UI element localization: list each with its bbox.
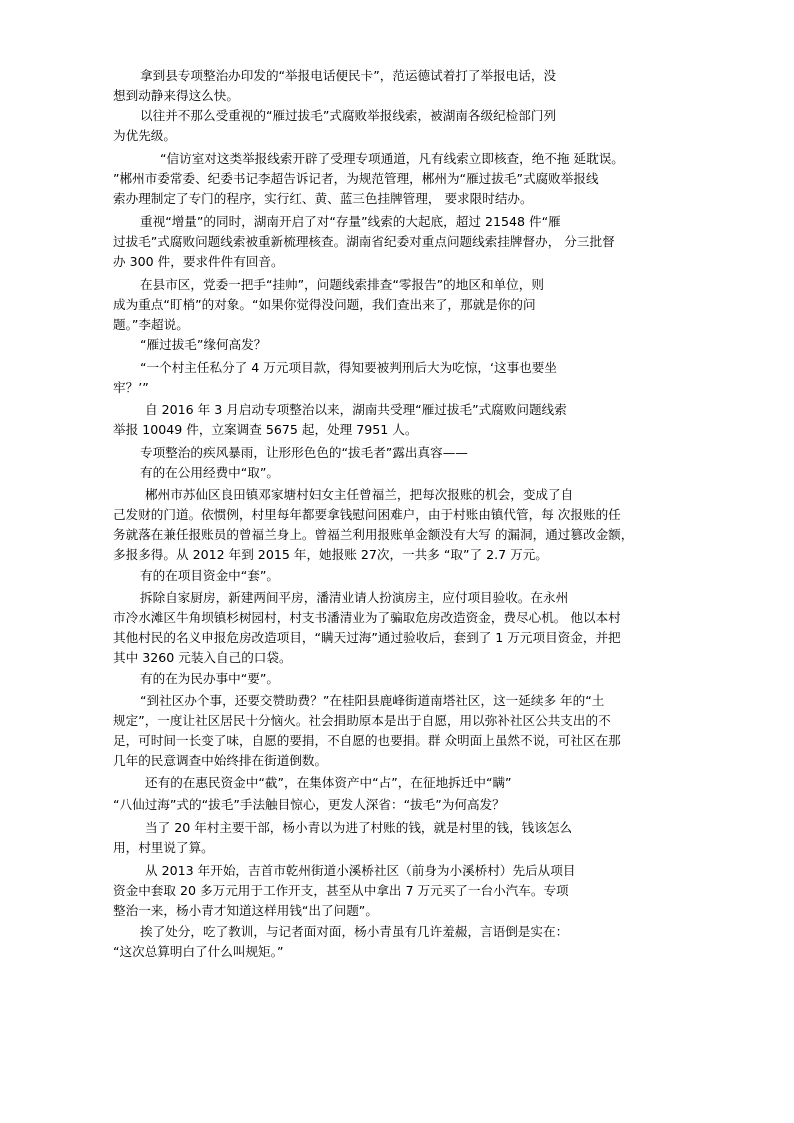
text-line: 成为重点“盯梢”的对象。“如果你觉得没问题，我们查出来了，那就是你的问 xyxy=(113,297,536,312)
text-line: 多报多得。从 2012 年到 2015 年，她报账 27次，一共多 “取”了 2.7 万元。 xyxy=(113,547,548,562)
text-line: 足，可时间一长变了味，自愿的要捐，不自愿的也要捐。群 众明面上虽然不说，可社区在那 xyxy=(113,733,621,748)
text-line: 市冷水滩区牛角坝镇杉树园村，村支书潘清业为了骗取危房改造资金，费尽心机。 他以本村 xyxy=(113,610,621,625)
text-line: 过拔毛”式腐败问题线索被重新梳理核查。湖南省纪委对重点问题线索挂牌督办， 分三批督 xyxy=(113,234,615,249)
text-line: “这次总算明白了什么叫规矩。” xyxy=(113,944,284,959)
text-line: 其中 3260 元装入自己的口袋。 xyxy=(113,650,292,665)
text-line: 规定”，一度让社区居民十分恼火。社会捐助原本是出于自愿，用以弥补社区公共支出的不 xyxy=(113,713,611,728)
text-line: 用，村里说了算。 xyxy=(113,840,214,855)
text-line: 题。”李超说。 xyxy=(113,317,189,332)
text-line: 自 2016 年 3 月启动专项整治以来，湖南共受理“雁过拔毛”式腐败问题线索 xyxy=(145,402,567,417)
text-line: 当了 20 年村主要干部，杨小青以为进了村账的钱，就是村里的钱，钱该怎么 xyxy=(145,820,573,835)
text-line: 拿到县专项整治办印发的“举报电话便民卡”，范运德试着打了举报电话，没 xyxy=(140,68,557,83)
text-line: 想到动静来得这么快。 xyxy=(113,88,239,103)
text-line: 有的在项目资金中“套”。 xyxy=(140,568,279,583)
text-line: 索办理制定了专门的程序，实行红、黄、蓝三色挂牌管理， 要求限时结办。 xyxy=(113,191,533,206)
text-line: 整治一来，杨小青才知道这样用钱“出了问题”。 xyxy=(113,903,378,918)
text-line: 务就落在兼任报账员的曾福兰身上。曾福兰利用报账单金额没有大写 的漏洞，通过篡改金额， xyxy=(113,527,634,542)
text-line: 专项整治的疾风暴雨，让形形色色的“拔毛者”露出真容—— xyxy=(140,445,468,460)
text-line: 举报 10049 件，立案调查 5675 起，处理 7951 人。 xyxy=(113,422,418,437)
section-heading: “雁过拔毛”缘何高发？ xyxy=(140,337,267,352)
text-line: 还有的在惠民资金中“截”，在集体资产中“占”，在征地拆迁中“瞒” xyxy=(145,775,512,790)
text-line: 其他村民的名义申报危房改造项目，“瞒天过海”通过验收后，套到了 1 万元项目资金，并把 xyxy=(113,630,621,645)
text-line: 有的在为民办事中“要”。 xyxy=(140,671,279,686)
text-line: 在县市区，党委一把手“挂帅”，问题线索排查“零报告”的地区和单位，则 xyxy=(140,277,544,292)
text-line: “八仙过海”式的“拔毛”手法触目惊心，更发人深省：“拔毛”为何高发？ xyxy=(113,797,505,812)
text-line: “信访室对这类举报线索开辟了受理专项通道，凡有线索立即核查，绝不拖 延耽误。 xyxy=(160,151,624,166)
text-line: 己发财的门道。依惯例，村里每年都要拿钱慰问困难户，由于村账由镇代管，每 次报账的任 xyxy=(113,507,621,522)
text-line: 郴州市苏仙区良田镇邓家塘村妇女主任曾福兰，把每次报账的机会，变成了自 xyxy=(145,487,574,502)
text-line: 从 2013 年开始，吉首市乾州街道小溪桥社区（前身为小溪桥村）先后从项目 xyxy=(145,863,576,878)
text-line: 以往并不那么受重视的“雁过拔毛”式腐败举报线索，被湖南各级纪检部门列 xyxy=(140,108,557,123)
text-line: 重视“增量”的同时，湖南开启了对“存量”线索的大起底，超过 21548 件“雁 xyxy=(140,214,561,229)
text-line: 资金中套取 20 多万元用于工作开支，甚至从中拿出 7 万元买了一台小汽车。专项 xyxy=(113,883,569,898)
text-line: 牢？’” xyxy=(113,380,149,395)
text-line: 办 300 件，要求件件有回音。 xyxy=(113,254,284,269)
text-line: 拆除自家厨房，新建两间平房，潘清业请人扮演房主，应付项目验收。在永州 xyxy=(140,590,569,605)
text-line: ”郴州市委常委、纪委书记李超告诉记者，为规范管理，郴州为“雁过拔毛”式腐败举报线 xyxy=(113,171,599,186)
text-line: 有的在公用经费中“取”。 xyxy=(140,465,279,480)
text-line: 挨了处分，吃了教训，与记者面对面，杨小青虽有几许羞赧，言语倒是实在： xyxy=(140,924,569,939)
text-line: 几年的民意调查中始终排在街道倒数。 xyxy=(113,753,328,768)
text-line: “到社区办个事，还要交赞助费？”在桂阳县鹿峰街道南塔社区，这一延续多 年的“土 xyxy=(140,693,605,708)
text-line: “一个村主任私分了 4 万元项目款，得知要被判刑后大为吃惊，‘这事也要坐 xyxy=(140,360,557,375)
text-line: 为优先级。 xyxy=(113,128,176,143)
